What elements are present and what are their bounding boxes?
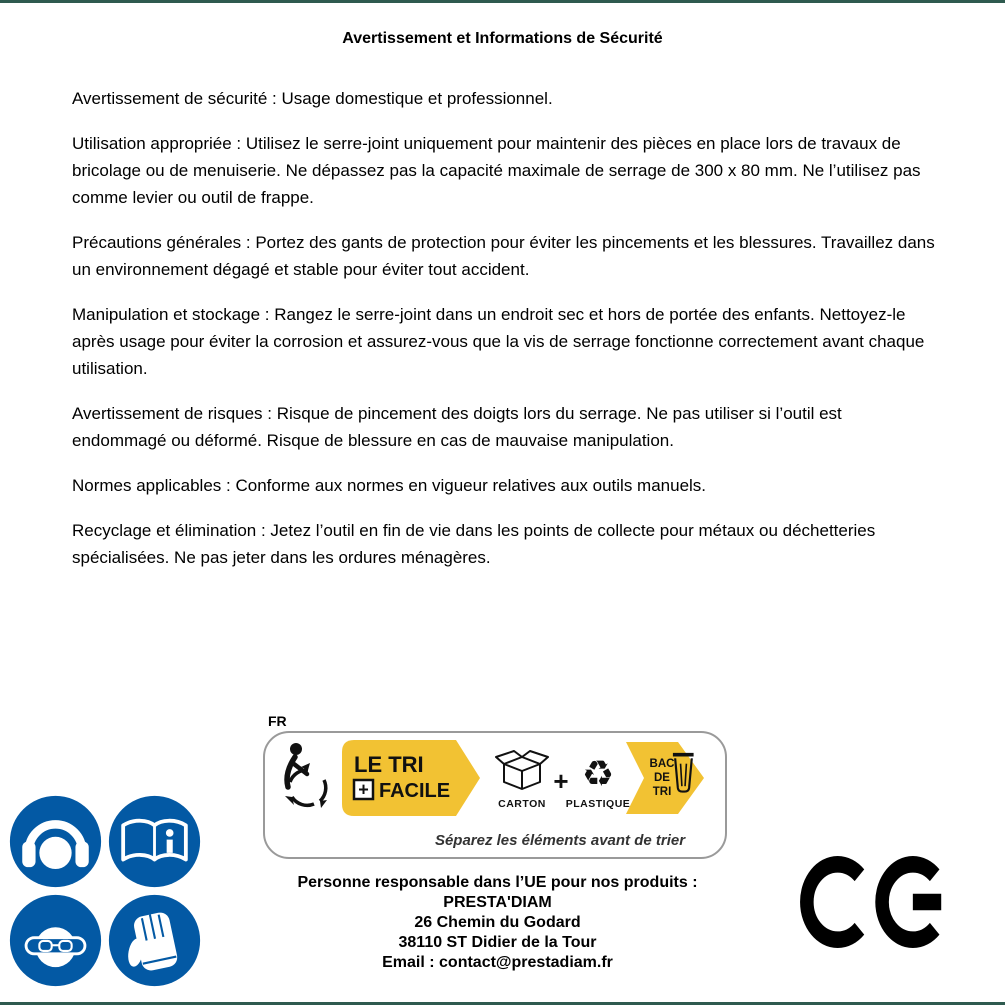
paragraph-normes-applicables: Normes applicables : Conforme aux normes en vigueur relatives aux outils manuels. xyxy=(72,476,707,495)
paragraph-precautions-generales: Précautions générales : Portez des gants de protection pour éviter les pincements et les blessures. Travaillez dans un environnement dégagé et stable pour éviter tout accident. xyxy=(72,233,935,279)
svg-text:+: + xyxy=(358,779,369,800)
mandatory-pictograms xyxy=(8,794,202,988)
paragraph-avertissement-risques: Avertissement de risques : Risque de pincement des doigts lors du serrage. Ne pas utiliser si l’outil est endommagé ou déformé. Risque de blessure en cas de mauvaise manipulation. xyxy=(72,404,842,450)
svg-text:CARTON: CARTON xyxy=(498,798,546,810)
paragraph-utilisation-appropriee: Utilisation appropriée : Utilisez le serre-joint uniquement pour maintenir des pièces en place lors de travaux de bricolage ou de menuiserie. Ne dépassez pas la capacité maximale de serrage de 300 x 80 mm. Ne l’utilisez pas comme levier ou outil de frappe. xyxy=(72,134,921,207)
paragraph-recyclage-elimination: Recyclage et élimination : Jetez l’outil en fin de vie dans les points de collecte pour métaux ou déchetteries spécialisées. Ne pas jeter dans les ordures ménagères. xyxy=(72,521,876,567)
ear-protection-icon xyxy=(8,794,103,889)
pictogram-read-manual xyxy=(107,794,202,889)
responsible-email: Email : contact@prestadiam.fr xyxy=(382,954,613,971)
read-manual-icon xyxy=(107,794,202,889)
country-code-label: FR xyxy=(268,713,287,729)
pictogram-eye-protection xyxy=(8,893,103,988)
ce-marking-label xyxy=(0,589,1,590)
responsible-city: 38110 ST Didier de la Tour xyxy=(398,934,597,951)
pictogram-ear-protection xyxy=(8,794,103,889)
pictogram-protective-gloves xyxy=(107,893,202,988)
svg-text:PLASTIQUE: PLASTIQUE xyxy=(565,798,631,810)
safety-text-block xyxy=(0,48,1005,571)
triman-logo xyxy=(285,743,327,808)
svg-text:LE TRI: LE TRI xyxy=(354,752,424,777)
svg-text:+: + xyxy=(553,766,569,796)
protective-gloves-icon xyxy=(107,893,202,988)
svg-text:BAC: BAC xyxy=(649,758,675,770)
svg-text:TRI: TRI xyxy=(652,786,672,798)
responsible-company-name: PRESTA'DIAM xyxy=(443,894,552,911)
tri-facile-band xyxy=(268,736,720,820)
ce-marking-icon xyxy=(800,856,948,948)
paragraph-manipulation-stockage: Manipulation et stockage : Rangez le serre-joint dans un endroit sec et hors de portée des enfants. Nettoyez-le après usage pour éviter la corrosion et assurez-vous que la vis de serrage fonctionne correctement avant chaque utilisation. xyxy=(72,305,925,378)
eye-protection-icon xyxy=(8,893,103,988)
responsible-intro-line: Personne responsable dans l’UE pour nos produits : xyxy=(297,874,698,891)
tri-footer-text: Séparez les éléments avant de trier xyxy=(434,832,686,849)
tri-facile-label xyxy=(263,731,727,859)
responsible-street: 26 Chemin du Godard xyxy=(414,914,581,931)
page-title: Avertissement et Informations de Sécurité xyxy=(342,30,663,47)
plastic-recycling-icon: ♻ xyxy=(581,753,615,794)
svg-text:DE: DE xyxy=(654,772,670,784)
paragraph-avertissement-securite: Avertissement de sécurité : Usage domestique et professionnel. xyxy=(72,89,553,108)
carton-box-icon xyxy=(496,751,548,789)
svg-text:FACILE: FACILE xyxy=(379,780,451,802)
responsible-person-block xyxy=(240,873,755,973)
